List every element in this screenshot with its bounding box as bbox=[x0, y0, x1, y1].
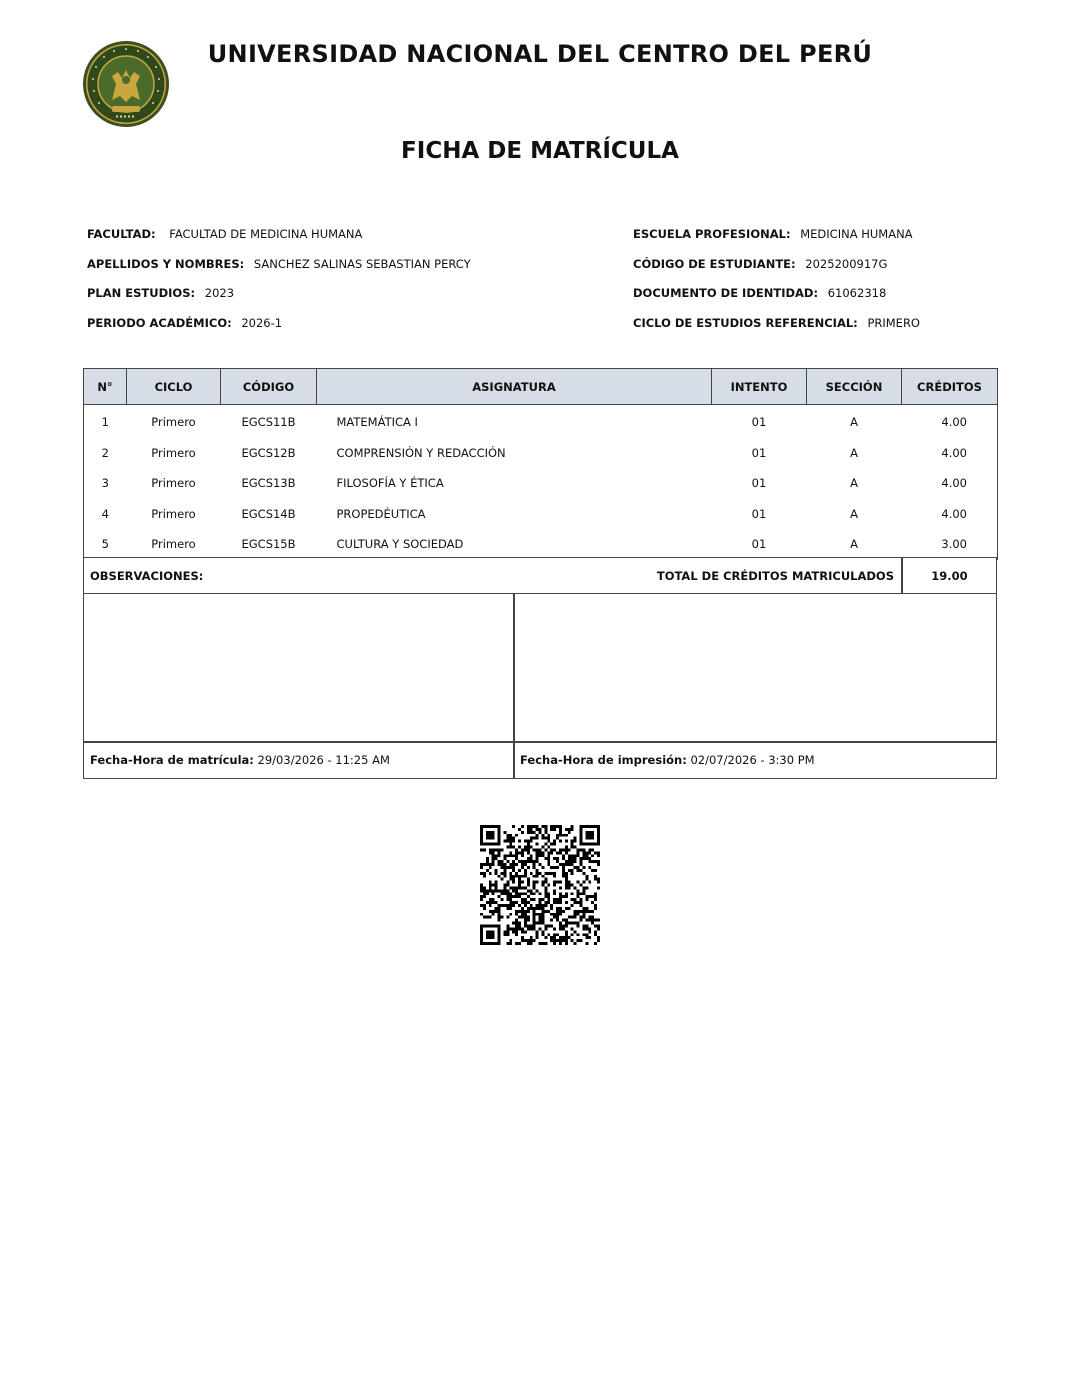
cell-ciclo: Primero bbox=[151, 506, 196, 521]
cell-codigo: EGCS11B bbox=[241, 415, 296, 430]
documento-value: 61062318 bbox=[827, 286, 887, 300]
total-credits-row bbox=[83, 557, 997, 594]
observations-box bbox=[83, 593, 997, 779]
total-credits-value: 19.00 bbox=[931, 569, 968, 583]
cell-asignatura: MATEMÁTICA I bbox=[336, 415, 418, 430]
cell-intento: 01 bbox=[751, 415, 767, 430]
codigo-label: CÓDIGO DE ESTUDIANTE: bbox=[633, 257, 796, 271]
escuela-value: MEDICINA HUMANA bbox=[800, 227, 913, 241]
impresion-label: Fecha-Hora de impresión: bbox=[520, 753, 687, 767]
nombres-label: APELLIDOS Y NOMBRES: bbox=[87, 257, 245, 271]
periodo-value: 2026-1 bbox=[241, 316, 283, 330]
matricula-datetime bbox=[90, 753, 390, 767]
plan-label: PLAN ESTUDIOS: bbox=[87, 286, 196, 300]
cell-n: 5 bbox=[84, 529, 127, 560]
cell-ciclo: Primero bbox=[151, 445, 196, 460]
cell-ciclo: Primero bbox=[151, 537, 196, 552]
plan-value: 2023 bbox=[204, 286, 235, 300]
documento-field bbox=[633, 286, 886, 300]
header-creditos: CRÉDITOS bbox=[902, 369, 998, 405]
qr-code-icon bbox=[480, 825, 600, 945]
total-credits-label: TOTAL DE CRÉDITOS MATRICULADOS bbox=[656, 569, 894, 583]
cell-codigo: EGCS12B bbox=[241, 445, 296, 460]
impresion-value: 02/07/2026 - 3:30 PM bbox=[690, 753, 815, 767]
cell-asignatura: FILOSOFÍA Y ÉTICA bbox=[336, 476, 444, 491]
header-intento: INTENTO bbox=[712, 369, 807, 405]
codigo-field bbox=[633, 257, 887, 271]
cell-ciclo: Primero bbox=[151, 476, 196, 491]
header-ciclo: CICLO bbox=[127, 369, 221, 405]
cell-intento: 01 bbox=[751, 537, 767, 552]
cell-creditos: 4.00 bbox=[902, 405, 998, 438]
cell-seccion: A bbox=[850, 445, 858, 460]
cell-codigo: EGCS15B bbox=[241, 537, 296, 552]
table-row bbox=[84, 468, 998, 499]
cell-asignatura: PROPEDÉUTICA bbox=[336, 506, 426, 521]
cell-creditos: 3.00 bbox=[902, 529, 998, 560]
plan-field bbox=[87, 286, 234, 300]
cell-codigo: EGCS14B bbox=[241, 506, 296, 521]
ciclo-field bbox=[633, 316, 920, 330]
cell-n: 3 bbox=[84, 468, 127, 499]
cell-n: 2 bbox=[84, 438, 127, 469]
cell-intento: 01 bbox=[751, 445, 767, 460]
cell-seccion: A bbox=[850, 537, 858, 552]
cell-creditos: 4.00 bbox=[902, 499, 998, 530]
facultad-value: FACULTAD DE MEDICINA HUMANA bbox=[169, 227, 363, 241]
cell-codigo: EGCS13B bbox=[241, 476, 296, 491]
cell-n: 1 bbox=[84, 405, 127, 438]
cell-seccion: A bbox=[850, 506, 858, 521]
cell-asignatura: CULTURA Y SOCIEDAD bbox=[336, 537, 464, 552]
header-asignatura: ASIGNATURA bbox=[317, 369, 712, 405]
cell-asignatura: COMPRENSIÓN Y REDACCIÓN bbox=[336, 445, 506, 460]
cell-intento: 01 bbox=[751, 476, 767, 491]
periodo-field bbox=[87, 316, 282, 330]
table-row bbox=[84, 405, 998, 438]
table-row bbox=[84, 438, 998, 469]
nombres-value: SANCHEZ SALINAS SEBASTIAN PERCY bbox=[253, 257, 471, 271]
table-header-row bbox=[84, 369, 998, 405]
cell-ciclo: Primero bbox=[151, 415, 196, 430]
header-codigo: CÓDIGO bbox=[221, 369, 317, 405]
cell-creditos: 4.00 bbox=[902, 438, 998, 469]
documento-label: DOCUMENTO DE IDENTIDAD: bbox=[633, 286, 819, 300]
cell-n: 4 bbox=[84, 499, 127, 530]
header-seccion: SECCIÓN bbox=[807, 369, 902, 405]
cell-seccion: A bbox=[850, 415, 858, 430]
escuela-label: ESCUELA PROFESIONAL: bbox=[633, 227, 791, 241]
cell-creditos: 4.00 bbox=[902, 468, 998, 499]
matricula-value: 29/03/2026 - 11:25 AM bbox=[257, 753, 390, 767]
university-name: UNIVERSIDAD NACIONAL DEL CENTRO DEL PERÚ bbox=[207, 40, 873, 68]
ciclo-value: PRIMERO bbox=[867, 316, 920, 330]
table-row bbox=[84, 529, 998, 560]
header-n: N° bbox=[84, 369, 127, 405]
matricula-label: Fecha-Hora de matrícula: bbox=[90, 753, 254, 767]
facultad-label: FACULTAD: bbox=[87, 227, 156, 241]
facultad-field bbox=[87, 227, 362, 241]
escuela-field bbox=[633, 227, 913, 241]
course-table bbox=[83, 368, 998, 560]
document-title: FICHA DE MATRÍCULA bbox=[401, 138, 679, 164]
ciclo-label: CICLO DE ESTUDIOS REFERENCIAL: bbox=[633, 316, 858, 330]
footer-divider bbox=[84, 741, 996, 743]
observaciones-label: OBSERVACIONES: bbox=[90, 569, 204, 583]
codigo-value: 2025200917G bbox=[805, 257, 888, 271]
table-row bbox=[84, 499, 998, 530]
cell-intento: 01 bbox=[751, 506, 767, 521]
cell-seccion: A bbox=[850, 476, 858, 491]
impresion-datetime bbox=[520, 753, 815, 767]
observations-divider bbox=[513, 593, 515, 778]
periodo-label: PERIODO ACADÉMICO: bbox=[87, 316, 232, 330]
nombres-field bbox=[87, 257, 471, 271]
